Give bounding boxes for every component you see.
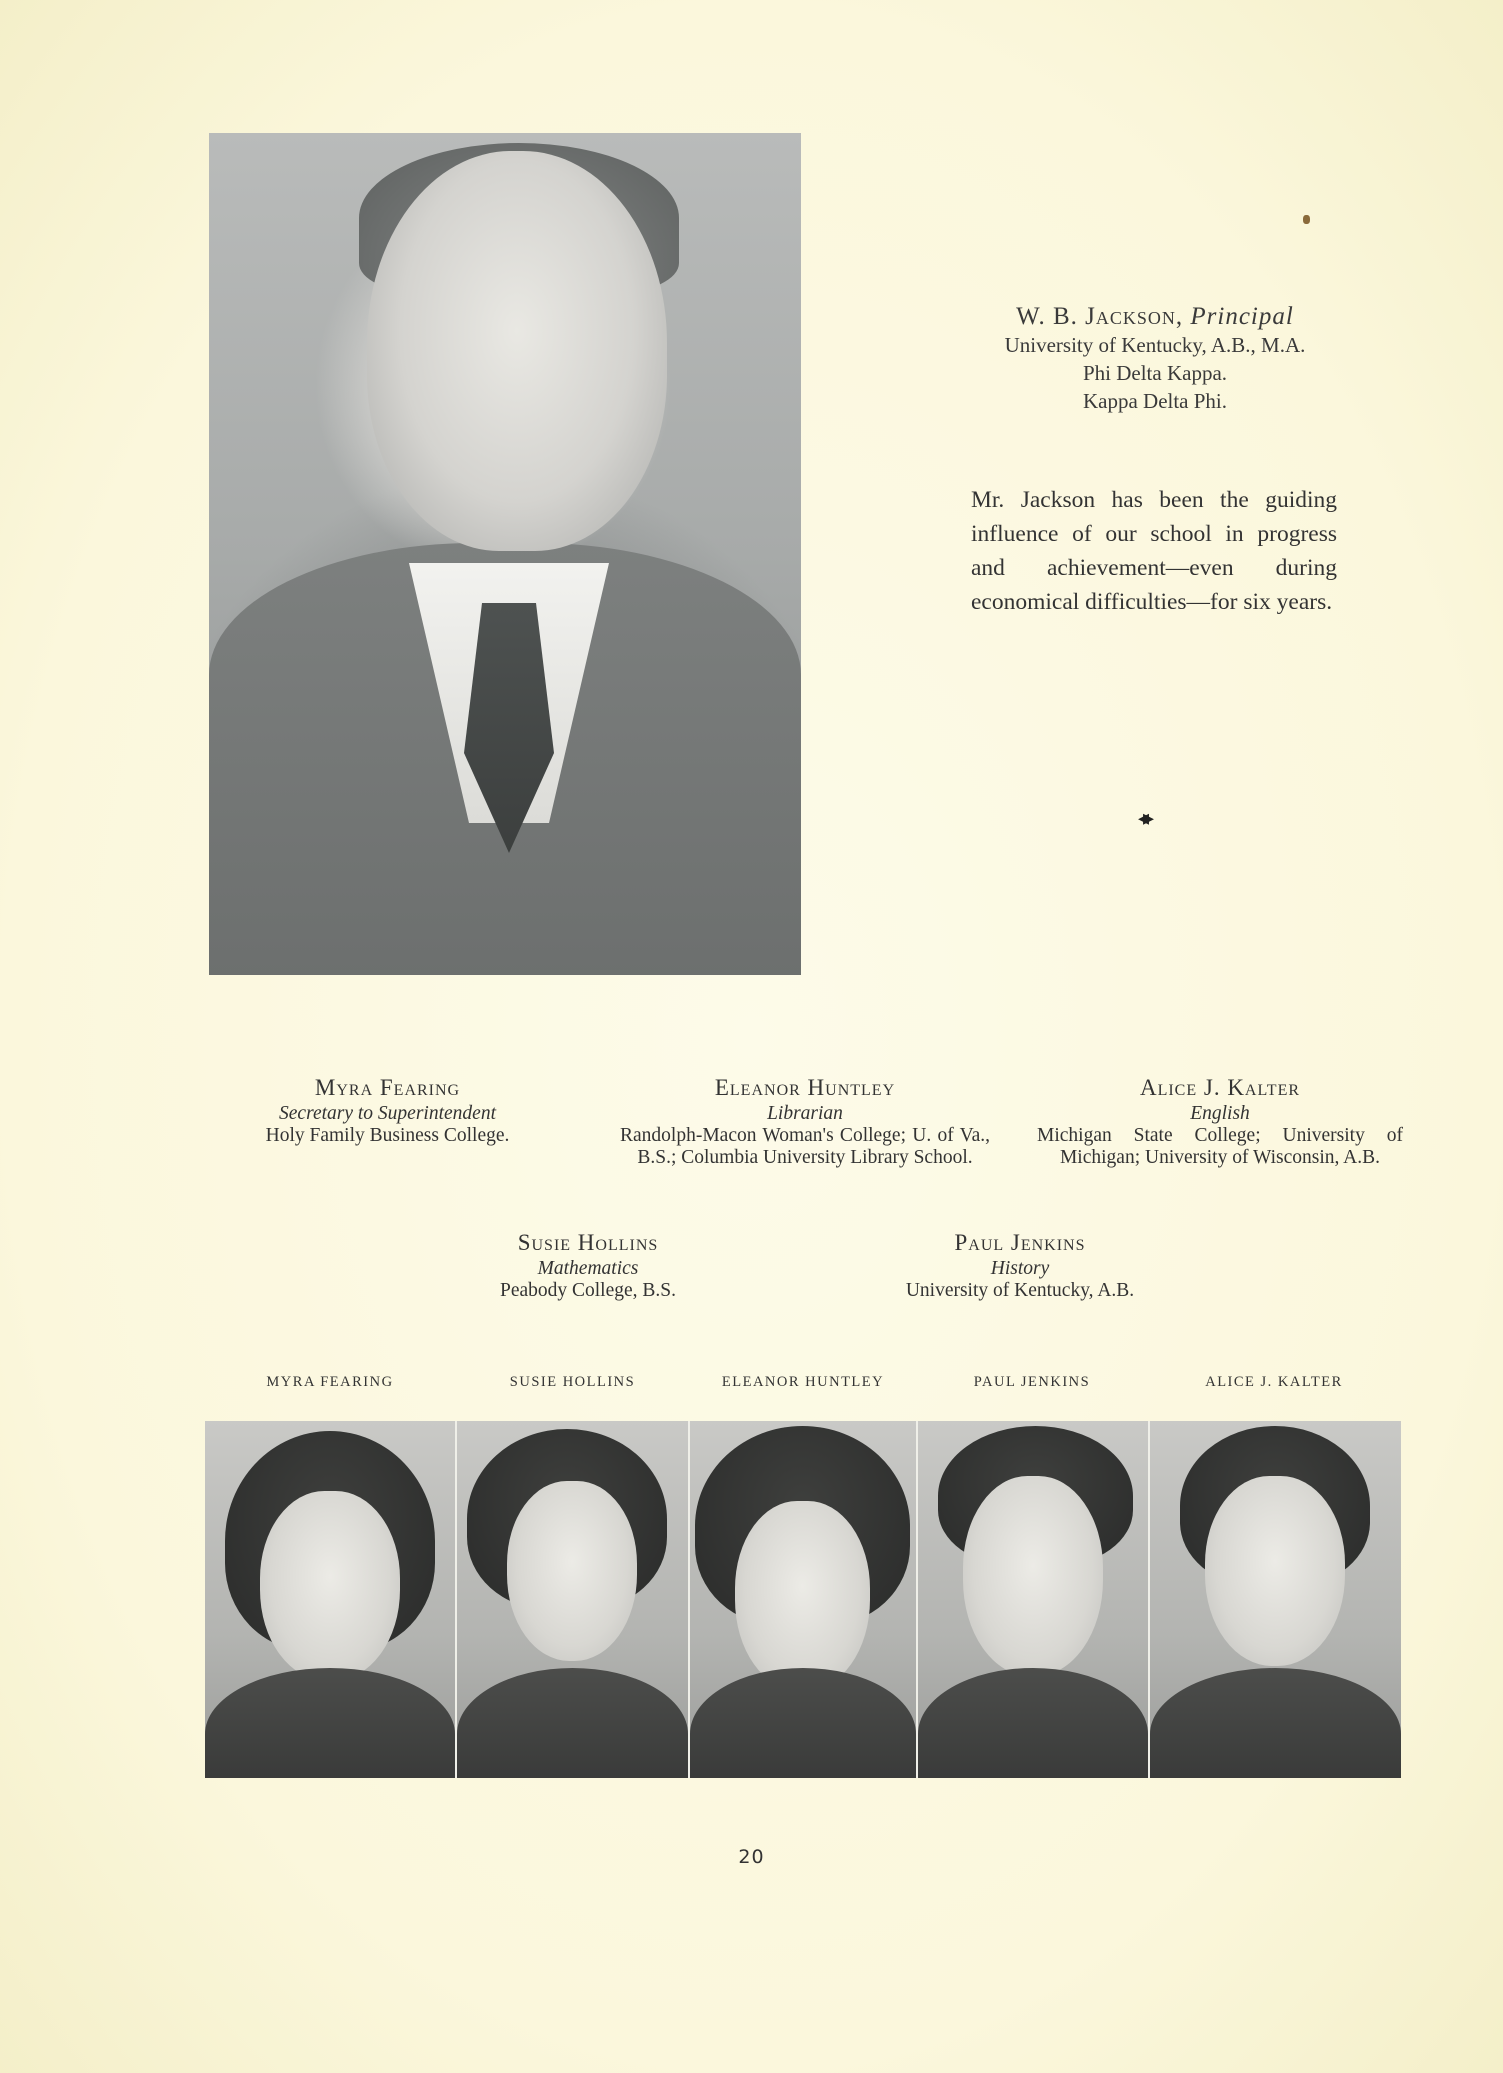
principal-fraternity-2: Kappa Delta Phi. (1082, 389, 1228, 413)
principal-degrees: University of Kentucky, A.B., M.A. (1004, 333, 1306, 357)
staff-paul-jenkins (850, 1228, 1190, 1302)
paper-speck (1303, 215, 1310, 224)
page-number: 20 (738, 1846, 765, 1868)
principal-heading: W. B. Jackson, Principal (1016, 303, 1294, 330)
caption-eleanor-huntley: ELEANOR HUNTLEY (721, 1374, 885, 1390)
photo-face (735, 1501, 870, 1691)
photo-shoulders (690, 1668, 916, 1778)
principal-info (960, 303, 1350, 415)
caption-alice-kalter: ALICE J. KALTER (1205, 1374, 1343, 1390)
photo-face (507, 1481, 637, 1661)
staff-education: Randolph-Macon Woman's College; U. of Va., B.S.; Columbia University Library School. (620, 1125, 990, 1168)
principal-title: Principal (1190, 303, 1294, 330)
photo-shoulders (205, 1668, 455, 1778)
photo-shoulders (1150, 1668, 1401, 1778)
staff-role: English (1190, 1103, 1250, 1124)
faculty-photo-strip (205, 1421, 1401, 1778)
portrait-face (367, 151, 667, 551)
principal-portrait (209, 133, 801, 975)
photo-susie-hollins (457, 1421, 690, 1778)
ornament-icon: ◂▸ (1138, 805, 1149, 830)
staff-alice-kalter (1037, 1073, 1403, 1169)
staff-education: Holy Family Business College. (265, 1125, 510, 1146)
photo-shoulders (918, 1668, 1148, 1778)
photo-paul-jenkins (918, 1421, 1150, 1778)
staff-education: University of Kentucky, A.B. (905, 1280, 1135, 1301)
photo-face (260, 1491, 400, 1681)
photo-face (963, 1476, 1103, 1676)
staff-role: Librarian (767, 1103, 843, 1124)
staff-name: Myra Fearing (314, 1075, 461, 1100)
staff-name: Eleanor Huntley (714, 1075, 896, 1100)
staff-role: Mathematics (537, 1258, 639, 1279)
caption-susie-hollins: SUSIE HOLLINS (509, 1374, 636, 1390)
staff-name: Paul Jenkins (954, 1230, 1086, 1255)
staff-name: Alice J. Kalter (1139, 1075, 1301, 1100)
photo-eleanor-huntley (690, 1421, 918, 1778)
staff-susie-hollins (438, 1228, 738, 1302)
staff-role: Secretary to Superintendent (279, 1103, 496, 1124)
staff-education: Peabody College, B.S. (499, 1280, 677, 1301)
photo-captions (205, 1374, 1400, 1396)
principal-fraternity-1: Phi Delta Kappa. (1082, 361, 1228, 385)
photo-face (1205, 1476, 1345, 1666)
caption-myra-fearing: MYRA FEARING (266, 1374, 394, 1390)
staff-role: History (990, 1258, 1050, 1279)
photo-myra-fearing (205, 1421, 457, 1778)
staff-eleanor-huntley (620, 1073, 990, 1169)
staff-myra-fearing (220, 1073, 555, 1147)
principal-description: Mr. Jackson has been the guiding influence of our school in progress and achievement—even during economical difficulties—for six years. (971, 487, 1337, 615)
caption-paul-jenkins: PAUL JENKINS (973, 1374, 1091, 1390)
photo-alice-kalter (1150, 1421, 1401, 1778)
staff-education: Michigan State College; University of Michigan; University of Wisconsin, A.B. (1037, 1125, 1403, 1168)
photo-shoulders (457, 1668, 688, 1778)
staff-name: Susie Hollins (517, 1230, 659, 1255)
principal-name: W. B. Jackson (1016, 303, 1176, 330)
